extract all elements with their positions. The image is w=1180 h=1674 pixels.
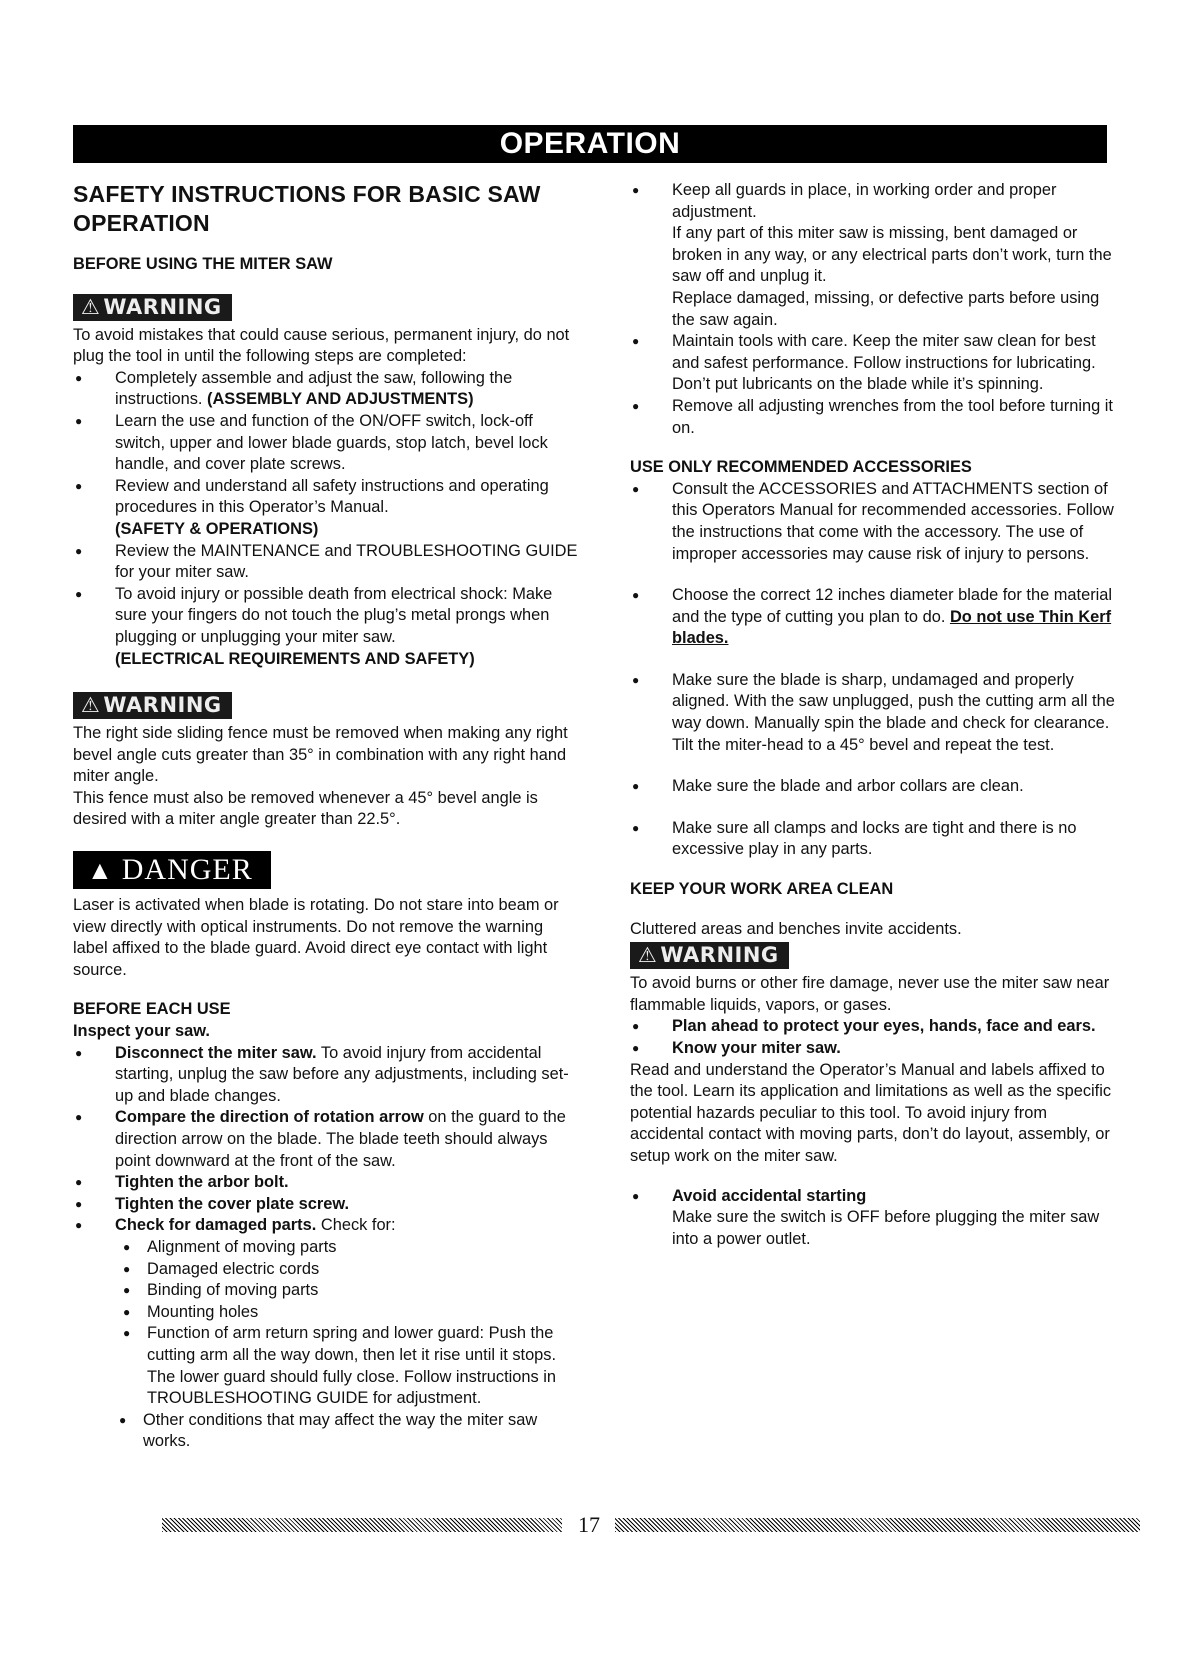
check-list bbox=[117, 1237, 578, 1410]
list-item: ● Keep all guards in place, in working order and proper adjustment. If any part of this miter saw is missing, bent damaged or broken in any way, or any electrical parts don’t work, turn the saw off and unplug it. Replace damaged, missing, or defective parts before using the saw again. bbox=[630, 180, 1116, 331]
footer-pattern-right bbox=[615, 1518, 1140, 1532]
warning-triangle-icon: ⚠ bbox=[81, 294, 101, 319]
list-item: ● Make sure the blade is sharp, undamaged and properly aligned. With the saw unplugged, push the cutting arm all the way down. Manually spin the blade and check for clearance. Tilt the miter-head to a 45° bevel and repeat the test. bbox=[630, 670, 1116, 756]
list-item: ● Alignment of moving parts bbox=[117, 1237, 578, 1259]
page-footer bbox=[0, 1512, 1180, 1537]
list-item: ● Maintain tools with care. Keep the miter saw clean for best and safest performance. Follow instructions for lubricating. Don’t put lubricants on the blade while it’s spinning. bbox=[630, 331, 1116, 396]
guard-maintenance-list bbox=[630, 180, 1116, 439]
list-item: ● Know your miter saw. bbox=[630, 1038, 1116, 1060]
page-number: 17 bbox=[578, 1512, 600, 1537]
accessories-heading: USE ONLY RECOMMENDED ACCESSORIES bbox=[630, 458, 972, 477]
setup-steps-list bbox=[73, 368, 578, 670]
list-item: ● Consult the ACCESSORIES and ATTACHMENTS section of this Operators Manual for recommended accessories. Follow the instructions that come with the accessory. The use of improper accessories may cause risk of injury to persons. bbox=[630, 479, 1116, 565]
danger-label: ▲ DANGER bbox=[73, 851, 271, 889]
before-using-heading: BEFORE USING THE MITER SAW bbox=[73, 255, 333, 273]
warning-text-2b: This fence must also be removed whenever a 45° bevel angle is desired with a miter angle greater than 22.5°. bbox=[73, 788, 538, 829]
page-title: SAFETY INSTRUCTIONS FOR BASIC SAW OPERATION bbox=[73, 181, 541, 236]
list-item: ● Function of arm return spring and lower guard: Push the cutting arm all the way down, then let it rise until it stops. The lower guard should fully close. Follow instructions in TROUBLESHOOTING GUIDE for adjustment. bbox=[117, 1323, 578, 1409]
warning-text-2a: The right side sliding fence must be removed when making any right bevel angle cuts greater than 35° in combination with any right hand miter angle. bbox=[73, 724, 568, 786]
list-item: ● Avoid accidental starting Make sure the switch is OFF before plugging the miter saw into a power outlet. bbox=[630, 1186, 1116, 1251]
list-item: ● Other conditions that may affect the way the miter saw works. bbox=[113, 1410, 578, 1453]
plan-list bbox=[630, 1016, 1116, 1059]
warning-text-1: To avoid mistakes that could cause serious, permanent injury, do not plug the tool in until the following steps are completed: bbox=[73, 325, 570, 366]
list-item: ● Tighten the arbor bolt. bbox=[73, 1172, 578, 1194]
list-item: ● Compare the direction of rotation arrow on the guard to the direction arrow on the blade. The blade teeth should always point downward at the front of the saw. bbox=[73, 1107, 578, 1172]
work-area-heading: KEEP YOUR WORK AREA CLEAN bbox=[630, 880, 894, 899]
warning-label-1: ⚠ WARNING bbox=[73, 294, 232, 321]
left-column bbox=[73, 180, 578, 1453]
other-conditions-list bbox=[113, 1410, 578, 1453]
list-item: ● Completely assemble and adjust the saw, following the instructions. (ASSEMBLY AND ADJUSTMENTS) bbox=[73, 368, 578, 411]
avoid-starting-list bbox=[630, 1186, 1116, 1251]
list-item: ● Tighten the cover plate screw. bbox=[73, 1194, 578, 1216]
list-item: ● Make sure all clamps and locks are tight and there is no excessive play in any parts. bbox=[630, 818, 1116, 861]
inspect-heading: Inspect your saw. bbox=[73, 1022, 210, 1041]
danger-text: Laser is activated when blade is rotating. Do not stare into beam or view directly with optical instruments. Do not remove the warning label affixed to the blade guard. Avoid direct eye contact with light source. bbox=[73, 896, 559, 979]
section-banner: OPERATION bbox=[73, 125, 1107, 163]
list-item: ● Damaged electric cords bbox=[117, 1259, 578, 1281]
know-saw-text: Read and understand the Operator’s Manual and labels affixed to the tool. Learn its application and limitations as well as the specific potential hazards peculiar to this tool. To avoid injury from accidental contact with moving parts, don’t do layout, assembly, or setup work on the miter saw. bbox=[630, 1060, 1112, 1165]
list-item: ● Disconnect the miter saw. To avoid injury from accidental starting, unplug the saw before any adjustments, including set-up and blade changes. bbox=[73, 1043, 578, 1108]
warning-triangle-icon: ⚠ bbox=[81, 693, 101, 718]
warning-label-3: ⚠ WARNING bbox=[630, 942, 789, 969]
list-item: ● Remove all adjusting wrenches from the tool before turning it on. bbox=[630, 396, 1116, 439]
list-item: ● Review the MAINTENANCE and TROUBLESHOOTING GUIDE for your miter saw. bbox=[73, 541, 578, 584]
work-area-text: Cluttered areas and benches invite accidents. bbox=[630, 919, 962, 938]
right-column bbox=[630, 180, 1116, 1250]
warning-label-2: ⚠ WARNING bbox=[73, 692, 232, 719]
inspection-list bbox=[73, 1043, 578, 1237]
before-each-use-heading: BEFORE EACH USE bbox=[73, 1000, 231, 1019]
list-item: ● Make sure the blade and arbor collars are clean. bbox=[630, 776, 1116, 798]
footer-pattern-left bbox=[162, 1518, 562, 1532]
list-item: ● Review and understand all safety instructions and operating procedures in this Operator’s Manual. (SAFETY & OPERATIONS) bbox=[73, 476, 578, 541]
list-item: ● Choose the correct 12 inches diameter blade for the material and the type of cutting you plan to do. Do not use Thin Kerf blades. bbox=[630, 585, 1116, 650]
list-item: ● Mounting holes bbox=[117, 1302, 578, 1324]
accessories-list bbox=[630, 479, 1116, 861]
list-item: ● Learn the use and function of the ON/OFF switch, lock-off switch, upper and lower blade guards, stop latch, bevel lock handle, and cover plate screws. bbox=[73, 411, 578, 476]
warning-text-3: To avoid burns or other fire damage, never use the miter saw near flammable liquids, vapors, or gases. bbox=[630, 974, 1110, 1014]
list-item: ● Binding of moving parts bbox=[117, 1280, 578, 1302]
warning-triangle-icon: ⚠ bbox=[638, 943, 658, 968]
list-item: ● Check for damaged parts. Check for: bbox=[73, 1215, 578, 1237]
danger-triangle-icon: ▲ bbox=[87, 856, 114, 886]
list-item: ● Plan ahead to protect your eyes, hands, face and ears. bbox=[630, 1016, 1116, 1038]
list-item: ● To avoid injury or possible death from electrical shock: Make sure your fingers do not touch the plug’s metal prongs when plugging or unplugging your miter saw. (ELECTRICAL REQUIREMENTS AND SAFETY) bbox=[73, 584, 578, 670]
